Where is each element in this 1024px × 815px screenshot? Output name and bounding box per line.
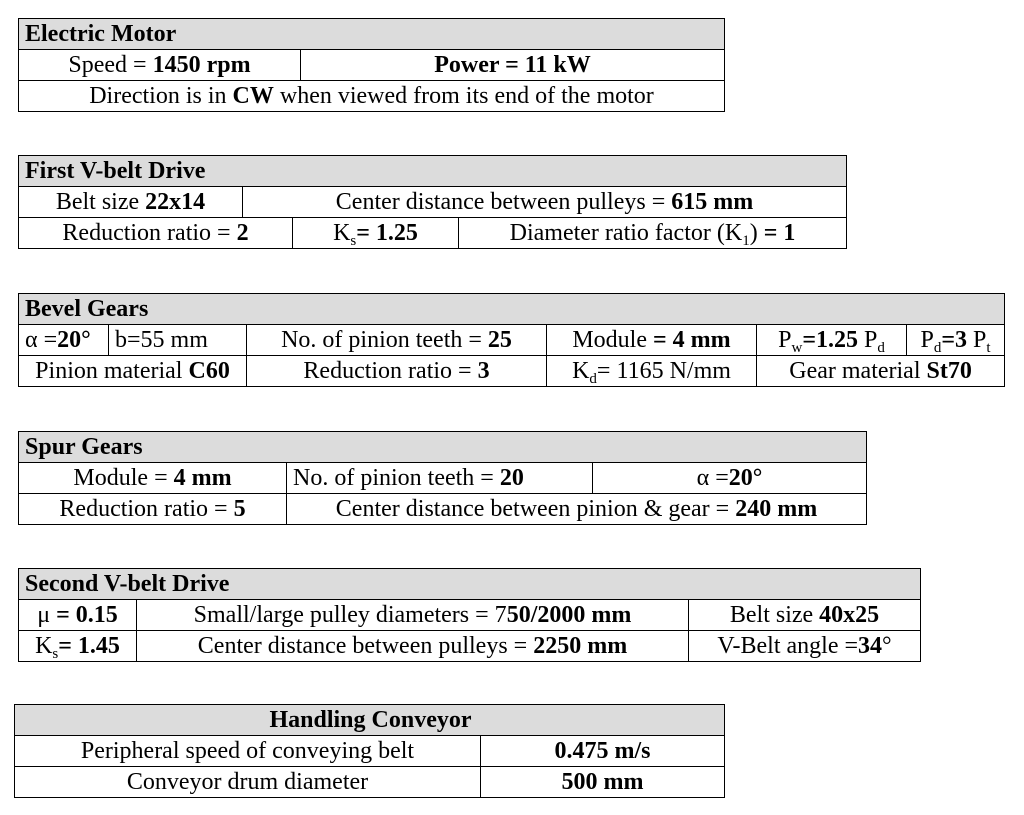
bevel-pd-value: =3 [941,327,974,353]
belt2-mu-label: μ [37,602,57,628]
spur-teeth-label: No. of pinion teeth = [293,465,500,491]
bevel-module-label: Module [572,327,653,353]
spur-gears-title: Spur Gears [19,432,867,463]
belt2-ks-symbol: K [35,633,53,659]
bevel-gears-table [18,293,1005,387]
spur-teeth-value: 20 [499,465,524,491]
belt2-angle-value: 34 [858,633,883,659]
belt2-diam-value: 50/2000 mm [506,602,632,628]
belt1-diam-label: Diameter ratio factor (K [509,220,743,246]
bevel-kd-sub: d [589,371,597,387]
handling-conveyor-table [14,704,725,798]
bevel-pw-pd-symbol: P [864,327,878,353]
belt1-diam-cell [459,218,847,249]
motor-speed-value: 1450 rpm [152,52,251,78]
bevel-gear-material-value: St70 [926,358,972,384]
first-vbelt-table [18,155,847,249]
conveyor-drum-value-cell [481,767,725,798]
belt2-angle-label: V-Belt angle = [717,633,859,659]
bevel-gear-material-cell [757,356,1005,387]
conveyor-speed-label: Peripheral speed of conveying belt [15,736,481,767]
bevel-pd-sub: d [933,340,942,356]
second-vbelt-title: Second V-belt Drive [19,569,921,600]
motor-direction-post: when viewed from its end of the motor [273,83,654,109]
bevel-b-cell [109,325,247,356]
motor-speed-cell [19,50,301,81]
bevel-pw-sub: w [791,340,803,356]
belt2-diam-label: Small/large pulley diameters = 7 [193,602,507,628]
belt1-center-value: 615 mm [671,189,754,215]
spur-center-cell [287,494,867,525]
bevel-alpha-label: α = [25,327,58,353]
bevel-pw-cell [757,325,907,356]
belt1-reduction-cell [19,218,293,249]
spur-teeth-cell [287,463,593,494]
belt2-size-cell [689,600,921,631]
motor-direction-cell [19,81,725,112]
bevel-pd-pt-symbol: P [973,327,987,353]
spur-reduction-value: 5 [233,496,246,522]
motor-direction-value: CW [232,83,274,109]
motor-power: Power = 11 kW [434,52,591,78]
belt1-size-label: Belt size [55,189,146,215]
bevel-pinion-material-value: C60 [188,358,230,384]
bevel-gear-material-label: Gear material [789,358,927,384]
belt2-center-value: 2250 mm [533,633,628,659]
electric-motor-table [18,18,725,112]
belt2-mu-value: = 0.15 [56,602,118,628]
bevel-pw-pd-sub: d [877,340,885,356]
bevel-reduction-label: Reduction ratio = [303,358,478,384]
belt1-center-cell [243,187,847,218]
bevel-kd-value: = 1165 N/mm [596,358,731,384]
bevel-pinion-material-cell [19,356,247,387]
motor-direction-pre: Direction is in [89,83,233,109]
belt2-ks-value: = 1.45 [58,633,120,659]
belt2-ks-cell [19,631,137,662]
belt2-center-cell [137,631,689,662]
belt2-diam-cell [137,600,689,631]
bevel-module-cell [547,325,757,356]
spur-module-cell [19,463,287,494]
spur-reduction-label: Reduction ratio = [59,496,234,522]
spur-module-value: 4 mm [173,465,232,491]
first-vbelt-title: First V-belt Drive [19,156,847,187]
bevel-pd-pt-sub: t [986,340,991,356]
belt1-reduction-label: Reduction ratio = [62,220,237,246]
bevel-teeth-label: No. of pinion teeth = [281,327,488,353]
spur-center-label: Center distance between pinion & gear = [335,496,736,522]
bevel-pd-symbol: P [920,327,934,353]
belt1-diam-sub: 1 [742,233,750,249]
belt1-ks-cell [293,218,459,249]
bevel-teeth-value: 25 [487,327,512,353]
conveyor-speed-value-cell [481,736,725,767]
conveyor-speed-value: 0.475 m/s [554,738,651,764]
belt1-size-cell [19,187,243,218]
bevel-pw-value: =1.25 [802,327,865,353]
spur-module-label: Module = [73,465,174,491]
conveyor-drum-value: 500 mm [561,769,644,795]
spur-alpha-value: 20° [728,465,763,491]
belt1-ks-symbol: K [333,220,351,246]
bevel-teeth-cell [247,325,547,356]
second-vbelt-table [18,568,921,662]
handling-conveyor-title: Handling Conveyor [15,705,725,736]
spur-alpha-label: α = [696,465,729,491]
belt1-ks-sub: s [350,233,357,249]
conveyor-drum-label: Conveyor drum diameter [15,767,481,798]
bevel-pinion-material-label: Pinion material [35,358,189,384]
bevel-kd-symbol: K [572,358,590,384]
belt2-size-label: Belt size [729,602,820,628]
bevel-pw-symbol: P [778,327,792,353]
belt2-center-label: Center distance between pulleys = [197,633,534,659]
spur-gears-table [18,431,867,525]
belt2-angle-cell [689,631,921,662]
belt2-size-value: 40x25 [819,602,880,628]
spur-center-value: 240 mm [735,496,818,522]
bevel-gears-title: Bevel Gears [19,294,1005,325]
spur-alpha-cell [593,463,867,494]
bevel-alpha-value: 20° [57,327,91,353]
bevel-reduction-value: 3 [477,358,490,384]
bevel-reduction-cell [247,356,547,387]
belt2-mu-cell [19,600,137,631]
motor-power-cell [301,50,725,81]
bevel-module-value: = 4 mm [653,327,731,353]
belt1-center-label: Center distance between pulleys = [335,189,672,215]
belt1-size-value: 22x14 [145,189,206,215]
belt1-reduction-value: 2 [236,220,249,246]
belt2-ks-sub: s [52,646,59,662]
belt2-angle-unit: ° [882,633,892,659]
bevel-pd-cell [907,325,1005,356]
belt1-diam-value: = 1 [763,220,796,246]
spur-reduction-cell [19,494,287,525]
motor-speed-label: Speed = [68,52,153,78]
electric-motor-title: Electric Motor [19,19,725,50]
belt1-ks-value: = 1.25 [356,220,418,246]
belt1-diam-close: ) [749,220,764,246]
bevel-alpha-cell [19,325,109,356]
bevel-kd-cell [547,356,757,387]
bevel-b: b=55 mm [115,327,208,353]
